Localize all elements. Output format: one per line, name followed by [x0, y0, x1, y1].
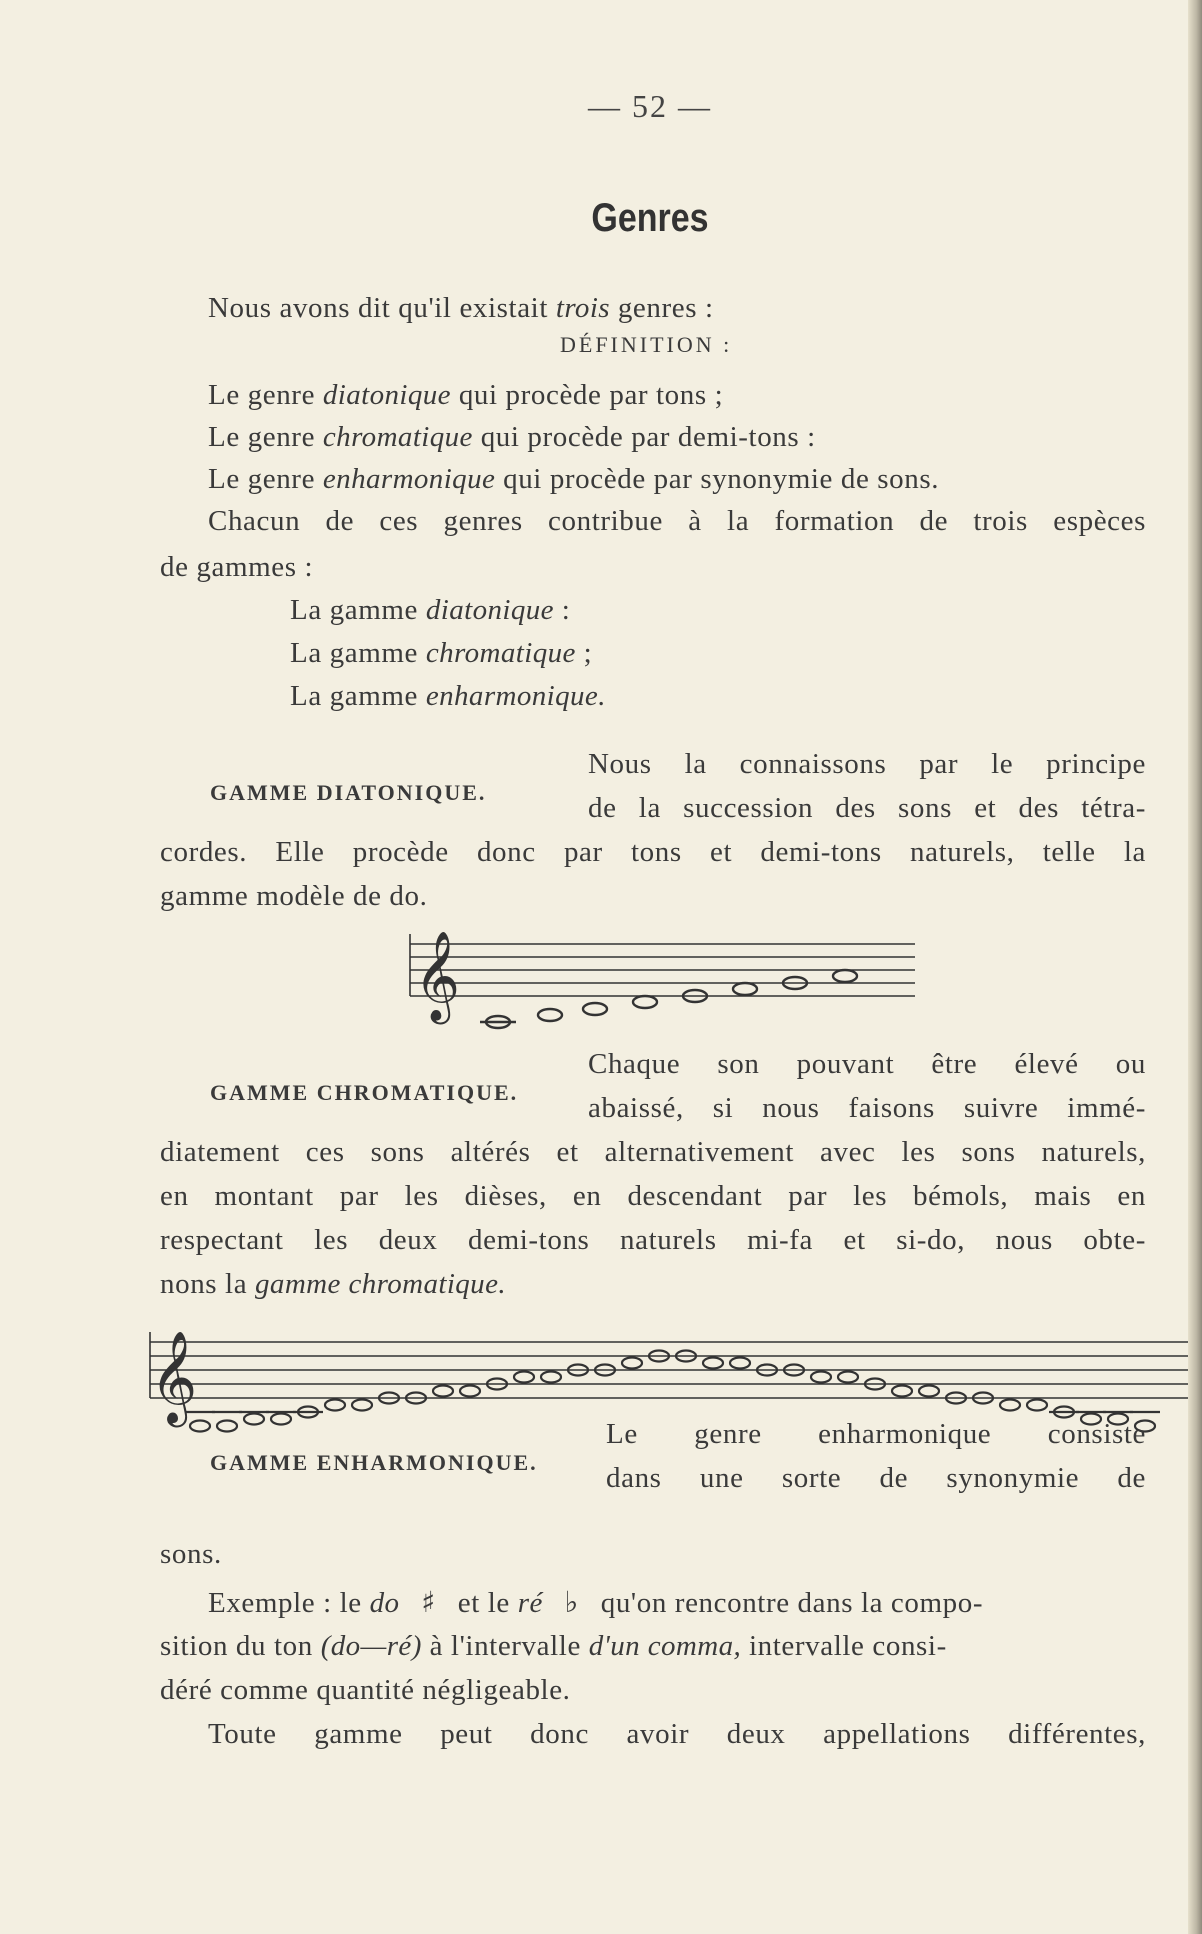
enharmonique-line-1: Le genre enharmonique consiste: [606, 1418, 1146, 1450]
page-edge: [1188, 0, 1202, 1934]
chromatique-emphasis: gamme chromatique.: [255, 1268, 506, 1300]
chromatique-line-3: diatement ces sons altérés et alternativement avec les sons naturels,: [160, 1136, 1146, 1168]
treble-clef-icon: 𝄞: [414, 931, 461, 1021]
sition-text: sition du ton: [160, 1630, 313, 1662]
notehead: [244, 1414, 264, 1425]
diatonique-line-2: de la succession des sons et des tétra-: [588, 792, 1146, 824]
genre-text: Le genre: [208, 421, 316, 453]
intro-text: Nous avons dit qu'il existait: [208, 292, 548, 324]
treble-clef-icon: 𝄞: [150, 1330, 198, 1423]
gamme-emphasis: enharmonique.: [425, 680, 606, 712]
gamme-text: La gamme: [290, 637, 418, 669]
flat-icon: ♭: [564, 1585, 579, 1619]
chromatique-line-5: respectant les deux demi-tons naturels mi-fa et si-do, nous obte-: [160, 1224, 1146, 1256]
enharmonique-line-2: dans une sorte de synonymie de: [606, 1462, 1146, 1494]
page-title: Genres: [591, 196, 709, 240]
genre-emphasis: diatonique: [322, 379, 451, 411]
genre-text: Le genre: [208, 463, 316, 495]
chromatique-line-2: abaissé, si nous faisons suivre immé-: [588, 1092, 1146, 1124]
section-label-chromatique: GAMME CHROMATIQUE.: [210, 1080, 519, 1105]
notehead: [190, 1421, 210, 1432]
note-re: ré: [517, 1587, 543, 1619]
sition-interval: (do—ré): [320, 1630, 422, 1662]
notehead: [730, 1358, 750, 1369]
notehead: [622, 1358, 642, 1369]
gamme-text: La gamme: [290, 680, 418, 712]
exemple-text-3: qu'on rencontre dans la compo-: [600, 1587, 984, 1619]
genre-enharmonique-line: [208, 461, 939, 497]
genre-chromatique-line: [208, 419, 816, 455]
gamme-emphasis: chromatique: [425, 637, 576, 669]
chromatique-line-1: Chaque son pouvant être élevé ou: [588, 1048, 1146, 1080]
exemple-text: Exemple : le: [208, 1587, 362, 1619]
genre-text: Le genre: [208, 379, 316, 411]
chacun-line-2: de gammes :: [160, 551, 314, 583]
sition-emphasis: d'un comma,: [588, 1630, 742, 1662]
genre-diatonique-line: [208, 377, 723, 413]
gamme-emphasis: diatonique: [425, 594, 554, 626]
notehead: [514, 1372, 534, 1383]
chromatique-line-4: en montant par les dièses, en descendant par les bémols, mais en: [160, 1180, 1146, 1212]
genre-text-end: qui procède par tons ;: [458, 379, 724, 411]
diatonique-line-1: Nous la connaissons par le principe: [588, 748, 1146, 780]
gamme-text: La gamme: [290, 594, 418, 626]
notehead: [325, 1400, 345, 1411]
chromatique-line-6: [160, 1266, 506, 1302]
notehead: [271, 1414, 291, 1425]
page-number: — 52 —: [588, 88, 712, 124]
gamme-text-end: ;: [575, 637, 593, 669]
sharp-icon: ♯: [421, 1585, 436, 1619]
note-do: do: [369, 1587, 400, 1619]
exemple-line: [208, 1584, 983, 1621]
chacun-line-1: Chacun de ces genres contribue à la formation de trois espèces: [208, 505, 1146, 537]
gamme-text-end: :: [553, 594, 571, 626]
sition-text-3: intervalle consi-: [749, 1630, 947, 1662]
genre-emphasis: enharmonique: [322, 463, 496, 495]
intro-line: [208, 290, 714, 326]
notehead: [892, 1386, 912, 1397]
gamme-diatonique-line: [290, 592, 570, 628]
genre-text-end: qui procède par demi-tons :: [480, 421, 816, 453]
notehead: [703, 1358, 723, 1369]
chromatique-text: nons la: [160, 1268, 248, 1300]
notehead: [217, 1421, 237, 1432]
gamme-enharmonique-line: [290, 678, 606, 714]
genre-emphasis: chromatique: [322, 421, 473, 453]
gamme-chromatique-line: [290, 635, 592, 671]
notehead: [541, 1372, 561, 1383]
genre-text-end: qui procède par synonymie de sons.: [503, 463, 940, 495]
notehead: [352, 1400, 372, 1411]
notehead: [460, 1386, 480, 1397]
toute-line: Toute gamme peut donc avoir deux appellations différentes,: [208, 1718, 1146, 1750]
sition-text-2: à l'intervalle: [429, 1630, 581, 1662]
considere-line: déré comme quantité négligeable.: [160, 1674, 571, 1706]
intro-text-end: genres :: [617, 292, 714, 324]
notehead: [919, 1386, 939, 1397]
intro-emphasis: trois: [555, 292, 610, 324]
section-label-enharmonique: GAMME ENHARMONIQUE.: [210, 1450, 538, 1475]
notehead: [811, 1372, 831, 1383]
diatonique-line-4: gamme modèle de do.: [160, 880, 428, 912]
diatonique-line-3: cordes. Elle procède donc par tons et demi-tons naturels, telle la: [160, 836, 1146, 868]
notehead: [1027, 1400, 1047, 1411]
definition-label: DÉFINITION :: [560, 332, 733, 357]
enharmonique-line-3: sons.: [160, 1538, 222, 1570]
notehead: [838, 1372, 858, 1383]
notehead: [1000, 1400, 1020, 1411]
diatonic-scale-staff: [400, 930, 920, 1040]
sition-line: [160, 1628, 947, 1664]
notehead: [433, 1386, 453, 1397]
exemple-text-2: et le: [457, 1587, 510, 1619]
section-label-diatonique: GAMME DIATONIQUE.: [210, 780, 487, 805]
